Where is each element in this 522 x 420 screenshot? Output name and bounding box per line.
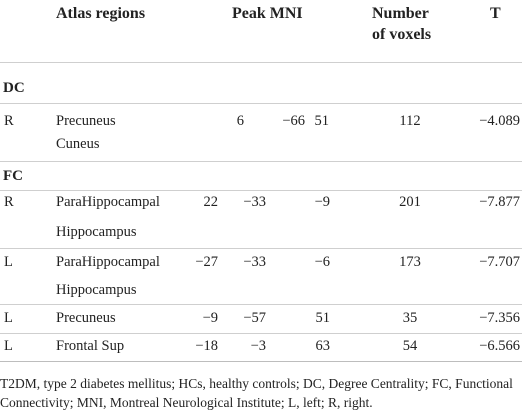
row-region-secondary: Hippocampus: [56, 224, 137, 240]
row-region: Precuneus: [56, 310, 116, 326]
row-region: ParaHippocampal: [56, 254, 160, 270]
row-mni-z: 51: [314, 113, 329, 129]
row-t-value: −4.089: [479, 113, 520, 129]
row-side: L: [4, 310, 13, 326]
row-region-secondary: Hippocampus: [56, 282, 137, 298]
table-footnote: T2DM, type 2 diabetes mellitus; HCs, healthy controls; DC, Degree Centrality; FC, Functional Connectivity; MNI, Montreal Neurological Institute; L, left; R, right.: [0, 376, 513, 410]
row-voxels: 201: [399, 194, 421, 210]
row-t-value: −7.707: [479, 254, 520, 270]
row-mni-x: −18: [195, 338, 218, 354]
row-t-value: −6.566: [479, 338, 520, 354]
row-side: R: [4, 194, 14, 210]
row-mni-z: 63: [315, 338, 330, 354]
row-mni-x: −27: [195, 254, 218, 270]
row-voxels: 35: [402, 310, 418, 326]
section-rule-dc: [0, 103, 522, 104]
section-label-dc: DC: [3, 80, 25, 96]
row-t-value: −7.356: [479, 310, 520, 326]
section-label-fc: FC: [3, 168, 23, 184]
row-rule: [0, 333, 522, 334]
header-atlas-regions: Atlas regions: [56, 5, 146, 22]
row-voxels: 54: [402, 338, 418, 354]
row-rule: [0, 304, 522, 305]
row-mni-y: −66: [282, 113, 305, 129]
header-t: T: [490, 5, 501, 22]
row-voxels: 112: [399, 113, 421, 129]
row-mni-y: −3: [250, 338, 266, 354]
row-mni-x: 6: [236, 113, 244, 129]
row-region: ParaHippocampal: [56, 194, 160, 210]
row-mni-y: −57: [243, 310, 266, 326]
table-bottom-rule: [0, 361, 522, 362]
row-voxels: 173: [399, 254, 421, 270]
row-mni-z: −6: [314, 254, 330, 270]
row-mni-y: −33: [243, 254, 266, 270]
header-number-of-voxels-line2: of voxels: [372, 26, 432, 43]
row-region: Precuneus: [56, 113, 116, 129]
row-mni-x: −9: [202, 310, 218, 326]
row-region-secondary: Cuneus: [56, 136, 100, 152]
row-t-value: −7.877: [479, 194, 520, 210]
row-region: Frontal Sup: [56, 338, 125, 354]
section-rule-fc: [0, 190, 522, 191]
row-mni-y: −33: [243, 194, 266, 210]
row-mni-z: −9: [314, 194, 330, 210]
row-side: R: [4, 113, 14, 129]
row-mni-x: 22: [203, 194, 218, 210]
header-rule: [0, 62, 522, 63]
header-peak-mni: Peak MNI: [232, 5, 303, 22]
header-number-of-voxels-line1: Number: [372, 5, 429, 22]
row-rule: [0, 248, 522, 249]
row-mni-z: 51: [315, 310, 330, 326]
row-side: L: [4, 338, 13, 354]
row-rule: [0, 161, 522, 162]
row-side: L: [4, 254, 13, 270]
